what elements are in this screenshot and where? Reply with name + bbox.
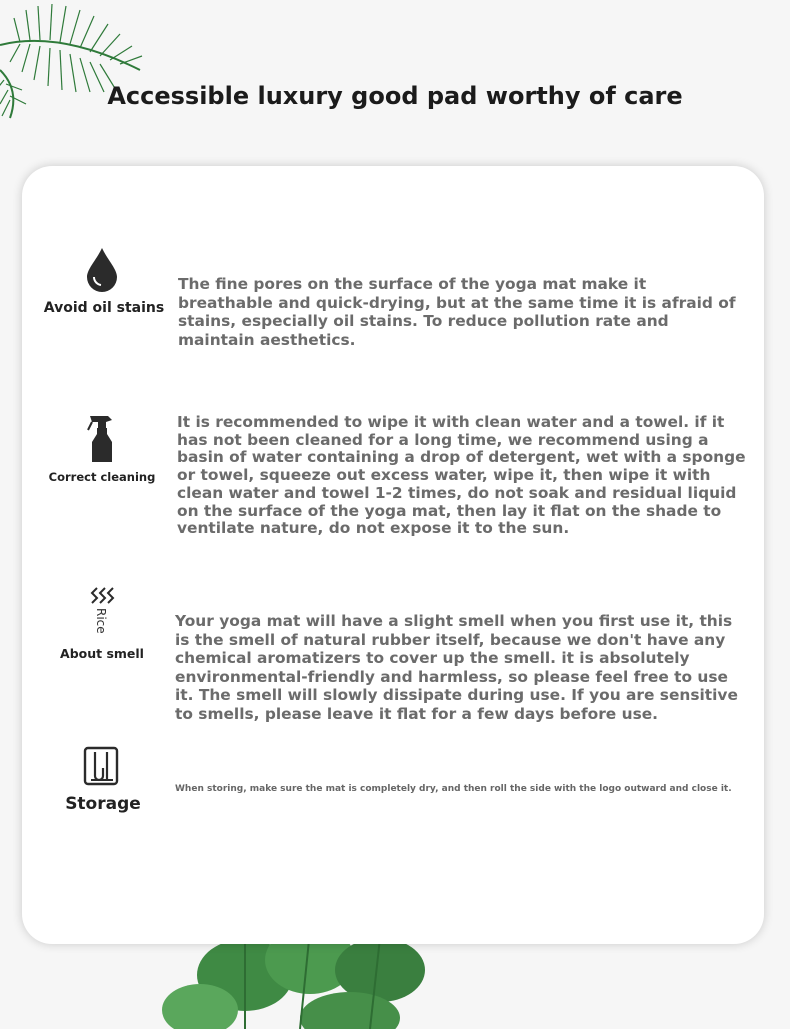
page-title: Accessible luxury good pad worthy of care: [107, 82, 683, 110]
oil-drop-icon: [85, 247, 119, 293]
correct-cleaning-label: Correct cleaning: [48, 470, 156, 484]
smell-icon-text: Rice: [94, 608, 108, 634]
about-smell-text: Your yoga mat will have a slight smell when you first use it, this is the smell of natural rubber itself, because we don't have any chemical aromatizers to cover up the smell. it is absolutely environmental-friendly and harmless, so please feel free to use it. The smell will slowly dissipate during use. If you are sensitive to smells, please leave it flat for a few days before use.: [175, 612, 738, 723]
rolled-mat-icon: [83, 746, 119, 786]
storage-label: Storage: [65, 794, 141, 814]
smell-icon-caption: [94, 608, 108, 640]
smell-waves-icon: [88, 586, 118, 608]
storage-text: When storing, make sure the mat is completely dry, and then roll the side with the logo outward and close it.: [175, 784, 732, 794]
avoid-oil-stains-label: Avoid oil stains: [43, 300, 165, 316]
correct-cleaning-text: It is recommended to wipe it with clean water and a towel. if it has not been cleaned for a long time, we recommend using a basin of water containing a drop of detergent, wet with a sponge or towel, squeeze out excess water, wipe it, then wipe it with clean water and towel 1-2 times, do not soak and residual liquid on the surface of the yoga mat, then lay it flat on the shade to ventilate nature, do not expose it to the sun.: [177, 413, 746, 538]
palm-leaf-decoration: [0, 0, 150, 130]
spray-bottle-icon: [86, 414, 118, 464]
avoid-oil-stains-text: The fine pores on the surface of the yoga mat make it breathable and quick-drying, but at the same time it is afraid of stains, especially oil stains. To reduce pollution rate and maintain aesthetics.: [178, 275, 736, 349]
plant-leaves-decoration: [150, 930, 450, 1029]
about-smell-label: About smell: [60, 646, 144, 661]
